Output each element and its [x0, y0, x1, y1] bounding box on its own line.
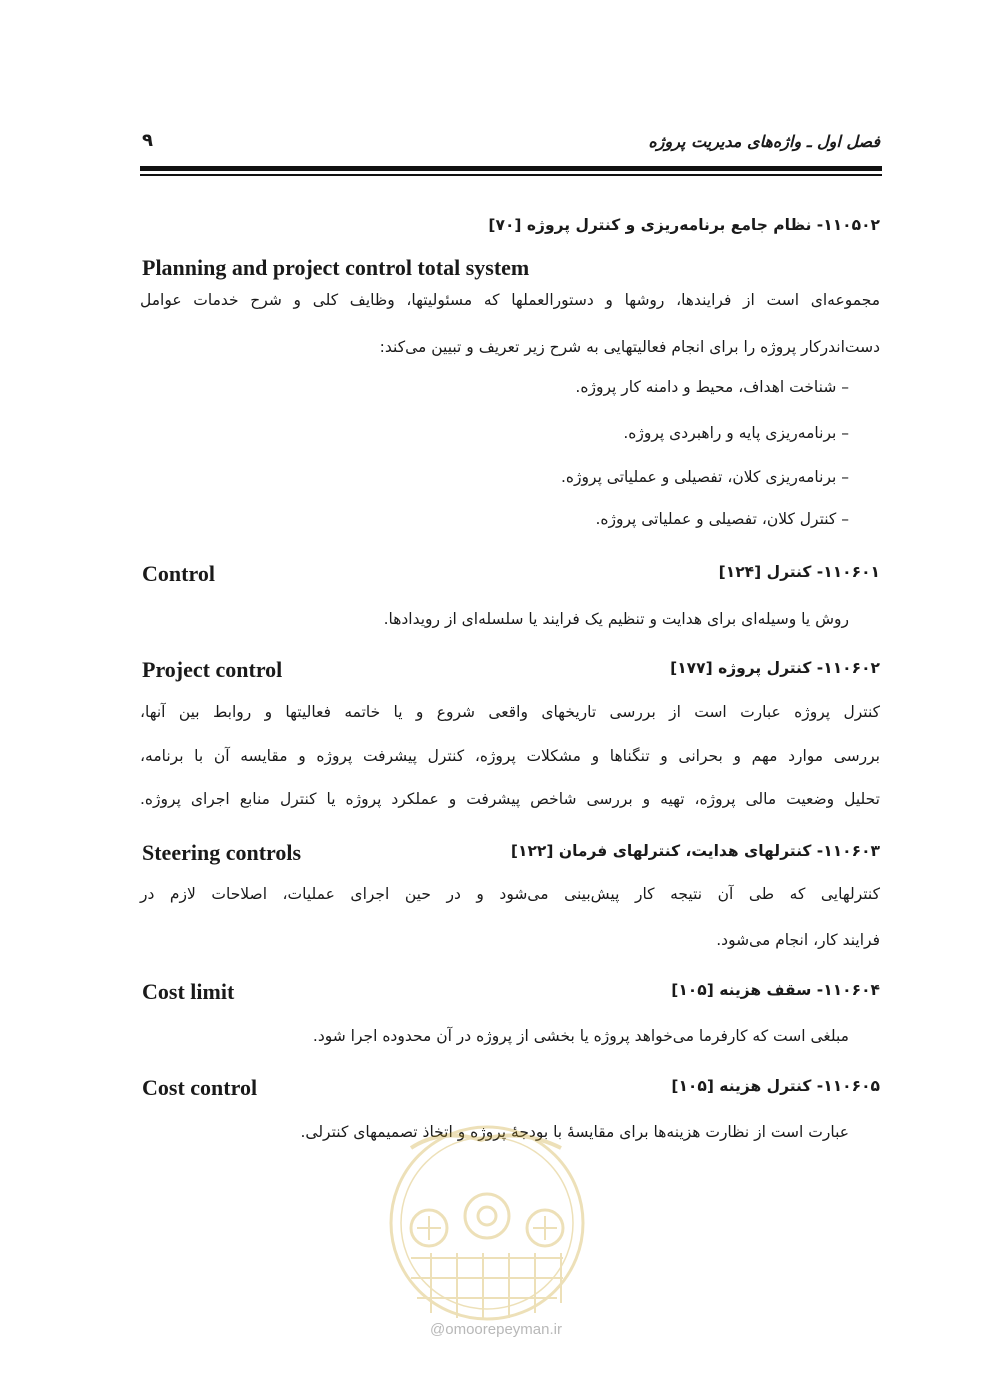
entry-definition-line: بررسی موارد مهم و بحرانی و تنگناها و مشکلات پروژه، کنترل پیشرفت پروژه و مقایسه آن با برنامه،	[140, 747, 880, 765]
entry-term-english: Cost limit	[142, 979, 235, 1004]
entry-definition-line: مبلغی است که کارفرما می‌خواهد پروژه یا بخشی از پروژه در آن محدوده اجرا شود.	[312, 1027, 849, 1045]
entry-definition-line: مجموعه‌ای است از فرایندها، روشها و دستورالعملها که مسئولیتها، وظایف کلی و شرح خدمات عوامل	[140, 291, 880, 309]
entry-definition-line: تحلیل وضعیت مالی پروژه، تهیه و بررسی شاخص پیشرفت و عملکرد پروژه یا کنترل منابع اجرای پروژه.	[140, 790, 880, 808]
watermark-url: @omoorepeyman.ir	[430, 1321, 562, 1338]
entry-definition-line: کنترل پروژه عبارت است از بررسی تاریخهای واقعی شروع و یا خاتمه فعالیتها و روابط بین آنها،	[140, 703, 880, 721]
entry-definition-line: فرایند کار، انجام می‌شود.	[716, 931, 880, 949]
entry-term-english: Control	[142, 561, 215, 586]
entry-term-english: Project control	[142, 657, 283, 682]
list-item: – کنترل کلان، تفصیلی و عملیاتی پروژه.	[595, 510, 849, 528]
entry-term-english: Cost control	[142, 1075, 258, 1100]
entry-term-persian: ۱۱۰۶۰۵- کنترل هزینه [۱۰۵]	[671, 1077, 880, 1095]
entry-term-english: Planning and project control total system	[142, 255, 530, 280]
entry-term-english: Steering controls	[142, 840, 302, 865]
entry-term-persian: ۱۱۰۶۰۲- کنترل پروژه [۱۷۷]	[670, 659, 880, 677]
watermark-logo-icon	[381, 1118, 593, 1328]
running-header-title: فصل اول ـ واژه‌های مدیریت پروژه	[648, 132, 880, 151]
list-item: – برنامه‌ریزی پایه و راهبردی پروژه.	[623, 424, 849, 442]
page-number: ۹	[142, 130, 153, 151]
entry-term-persian: ۱۱۰۶۰۱- کنترل [۱۲۴]	[718, 563, 880, 581]
list-item: – برنامه‌ریزی کلان، تفصیلی و عملیاتی پروژه.	[561, 468, 849, 486]
entry-definition-line: دست‌اندرکار پروژه را برای انجام فعالیتهایی به شرح زیر تعریف و تبیین می‌کند:	[379, 338, 880, 356]
header-rule-thick	[140, 166, 882, 171]
list-item: – شناخت اهداف، محیط و دامنه کار پروژه.	[575, 378, 849, 396]
entry-definition-line: عبارت است از نظارت هزینه‌ها برای مقایسهٔ با بودجهٔ پروژه و اتخاذ تصمیمهای کنترلی.	[300, 1123, 849, 1141]
entry-term-persian: ۱۱۰۶۰۳- کنترلهای هدایت، کنترلهای فرمان [۱۲۲]	[510, 842, 880, 860]
entry-definition-line: روش یا وسیله‌ای برای هدایت و تنظیم یک فرایند یا سلسله‌ای از رویدادها.	[383, 610, 849, 628]
header-rule-thin	[140, 174, 882, 176]
entry-term-persian: ۱۱۰۵۰۲- نظام جامع برنامه‌ریزی و کنترل پروژه [۷۰]	[488, 216, 880, 234]
entry-definition-line: کنترلهایی که طی آن نتیجه کار پیش‌بینی می‌شود و در حین اجرای عملیات، اصلاحات لازم در	[140, 885, 880, 903]
entry-term-persian: ۱۱۰۶۰۴- سقف هزینه [۱۰۵]	[671, 981, 880, 999]
